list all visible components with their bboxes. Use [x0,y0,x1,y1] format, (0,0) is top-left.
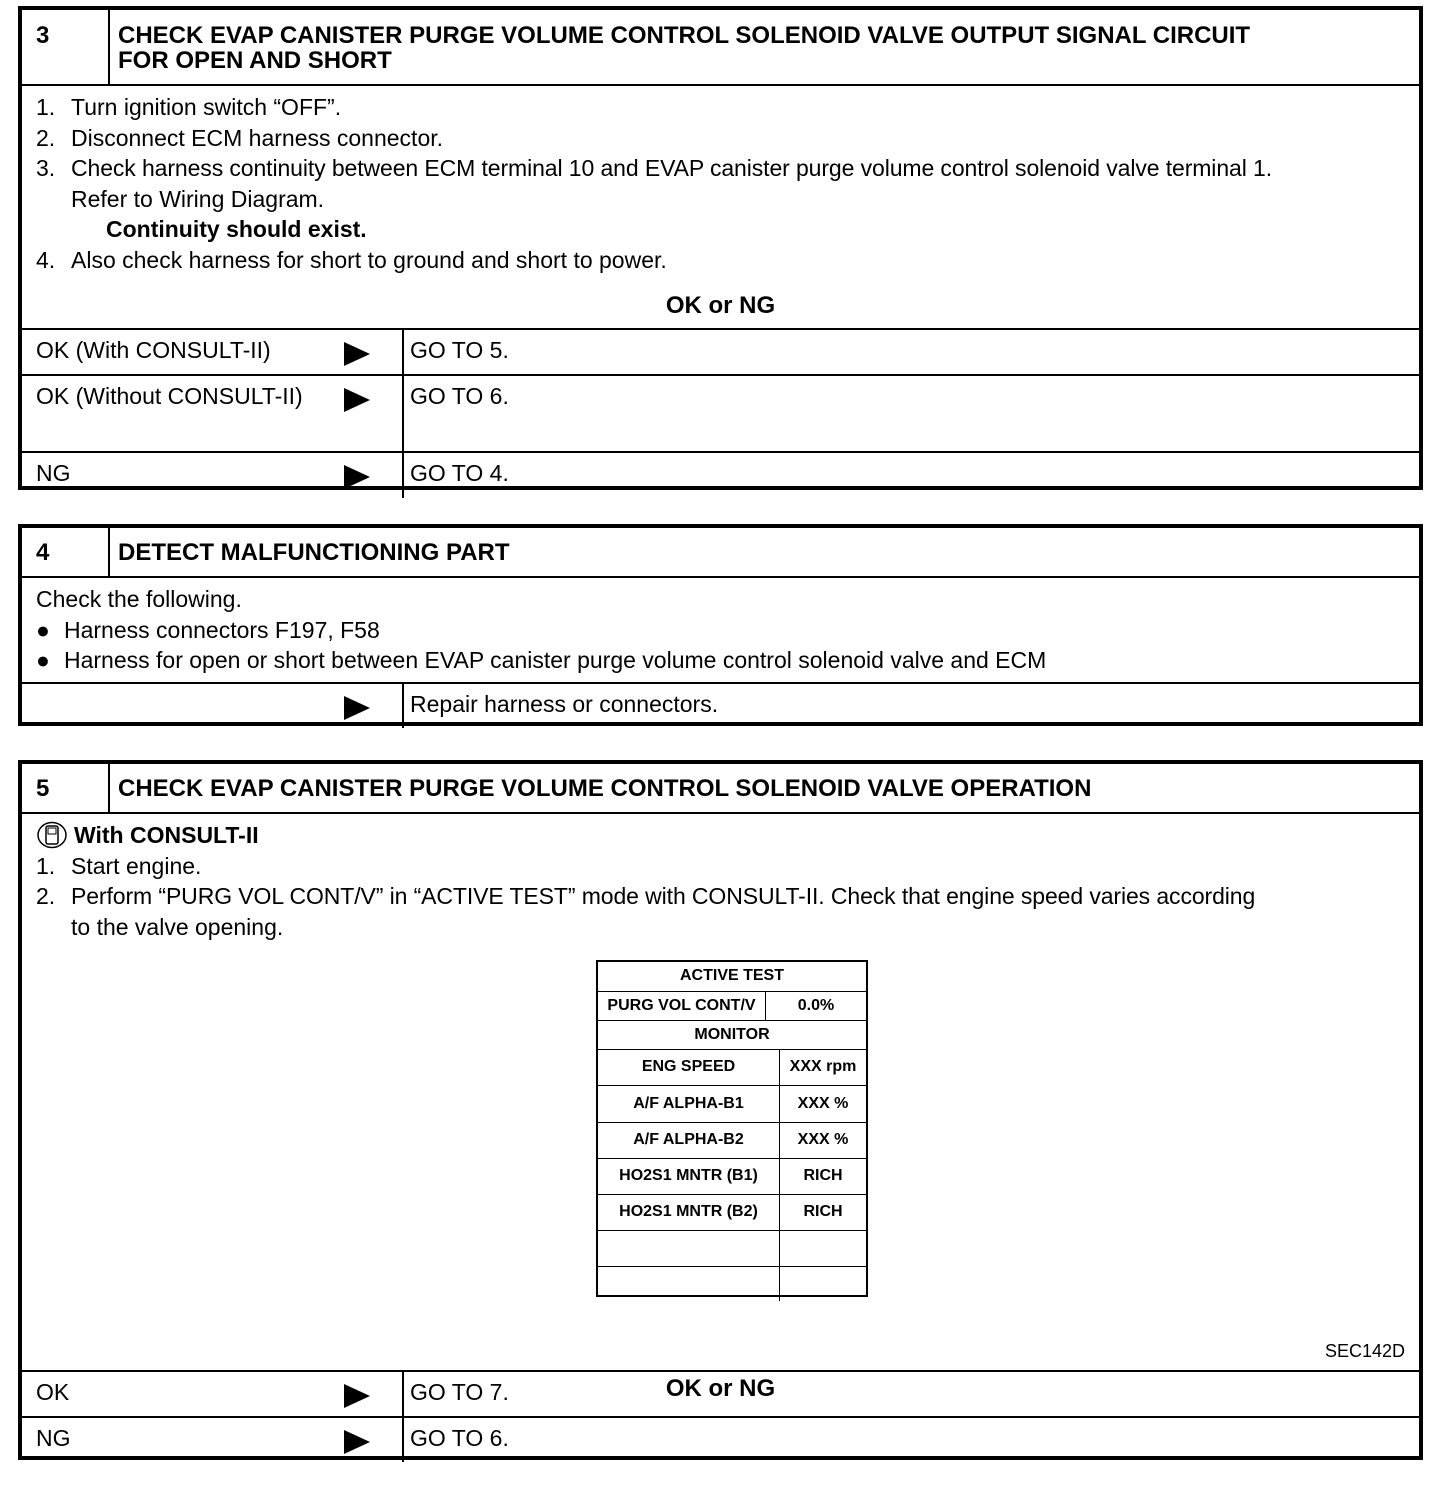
item-number: 2. [36,124,56,151]
right-arrow-icon [344,465,370,489]
step-3-title-line-1: CHECK EVAP CANISTER PURGE VOLUME CONTROL SOLENOID VALVE OUTPUT SIGNAL CIRCUIT [118,22,1251,49]
item-number [36,912,71,943]
list-item [36,184,1405,215]
right-arrow-icon [344,1430,370,1454]
list-item [36,912,1405,943]
right-arrow-icon [344,342,370,366]
item-text: Start engine. [71,852,202,879]
with-consult-label: With CONSULT-II [74,822,259,848]
result-action: GO TO 7. [410,1379,509,1405]
result-arrow [324,330,404,374]
result-arrow [324,376,404,451]
monitor-value: XXX % [797,1131,849,1149]
item-text: Turn ignition switch “OFF”. [71,94,342,120]
monitor-row [598,1122,866,1158]
result-row [22,328,1419,374]
monitor-label: A/F ALPHA-B1 [598,1086,780,1122]
monitor-row [598,1158,866,1194]
item-number: 1. [36,94,56,120]
list-item [36,645,1405,676]
item-number: 3. [36,155,56,181]
monitor-row [598,1194,866,1230]
monitor-row-empty [598,1266,866,1301]
list-item [36,245,1405,276]
item-text: Harness connectors F197, F58 [64,616,380,643]
result-row [22,451,1419,498]
result-condition [22,684,324,728]
item-number [36,184,71,215]
result-action: GO TO 6. [410,383,509,409]
item-number: 4. [36,246,56,273]
monitor-label: ENG SPEED [598,1050,780,1085]
consult-tool-icon [36,821,68,849]
step-3-body [22,86,1419,328]
result-action: GO TO 5. [410,337,509,363]
monitor-label [598,1267,780,1301]
result-action: Repair harness or connectors. [410,691,719,717]
continuity-note: Continuity should exist. [106,216,367,242]
figure-code: SEC142D [1324,1341,1405,1361]
item-text: Also check harness for short to ground and short to power. [71,246,667,273]
step-4-intro: Check the following. [36,586,242,612]
bullet-icon: ● [36,616,50,643]
item-text: Perform “PURG VOL CONT/V” in “ACTIVE TEST” mode with CONSULT-II. Check that engine speed varies according [71,883,1256,909]
step-4-title: DETECT MALFUNCTIONING PART [118,539,510,566]
list-item [36,92,1405,123]
monitor-row [598,1085,866,1122]
item-text: Disconnect ECM harness connector. [71,124,444,151]
step-3-header [22,10,1419,86]
monitor-label [598,1231,780,1266]
list-item [36,851,1405,882]
test-item-label: PURG VOL CONT/V [598,992,766,1020]
list-item [36,615,1405,646]
result-arrow [324,1418,404,1462]
result-condition: OK (With CONSULT-II) [36,337,271,363]
result-condition: NG [36,1425,71,1451]
item-text: Refer to Wiring Diagram. [71,185,325,212]
monitor-label: HO2S1 MNTR (B1) [598,1159,780,1194]
step-4-header [22,528,1419,578]
monitor-value: XXX rpm [789,1058,857,1076]
step-3-title [110,10,1419,84]
step-3-block [18,6,1423,490]
result-condition: NG [36,460,71,486]
monitor-value: XXX % [797,1094,849,1112]
result-condition: OK (Without CONSULT-II) [36,383,303,409]
list-item [36,153,1405,184]
monitor-label: HO2S1 MNTR (B2) [598,1195,780,1230]
step-5-number: 5 [22,764,110,812]
result-action: GO TO 4. [410,460,509,486]
result-arrow [324,453,404,498]
item-text: Harness for open or short between EVAP canister purge volume control solenoid valve and ECM [64,647,1047,673]
result-row [22,1416,1419,1462]
result-condition: OK [36,1379,70,1405]
active-test-screen [596,960,868,1297]
step-4-number: 4 [22,528,110,576]
step-4-body [22,578,1419,682]
monitor-value [780,1231,866,1266]
step-5-block [18,760,1423,1460]
result-arrow [324,1372,404,1416]
monitor-value [780,1267,866,1301]
item-text: Check harness continuity between ECM terminal 10 and EVAP canister purge volume control solenoid valve terminal 1. [71,155,1272,181]
active-test-header-row [598,962,866,991]
monitor-header: MONITOR [694,1025,770,1043]
item-number: 2. [36,883,56,909]
monitor-row [598,1049,866,1085]
monitor-header-row [598,1020,866,1049]
with-consult-heading [36,820,1405,851]
test-item-value: 0.0% [797,996,835,1014]
result-row [22,682,1419,728]
active-test-header: ACTIVE TEST [679,967,784,985]
monitor-label: A/F ALPHA-B2 [598,1123,780,1158]
monitor-value: RICH [803,1167,843,1185]
ok-or-ng-label: OK or NG [665,1375,776,1402]
item-text: to the valve opening. [71,913,284,940]
result-arrow [324,684,404,728]
monitor-value: RICH [803,1203,843,1221]
step-4-block [18,524,1423,726]
step-3-number: 3 [22,10,110,84]
list-item [36,881,1405,912]
right-arrow-icon [344,1384,370,1408]
step-5-header [22,764,1419,814]
step-5-title: CHECK EVAP CANISTER PURGE VOLUME CONTROL SOLENOID VALVE OPERATION [118,775,1092,802]
result-row [22,374,1419,451]
right-arrow-icon [344,696,370,720]
ok-or-ng-label: OK or NG [665,292,776,319]
item-number: 1. [36,852,56,879]
bullet-icon: ● [36,647,50,673]
right-arrow-icon [344,388,370,412]
active-test-item-row [598,991,866,1020]
result-action: GO TO 6. [410,1425,509,1451]
list-item [36,123,1405,154]
step-3-title-line-2: FOR OPEN AND SHORT [118,47,392,74]
monitor-row-empty [598,1230,866,1266]
